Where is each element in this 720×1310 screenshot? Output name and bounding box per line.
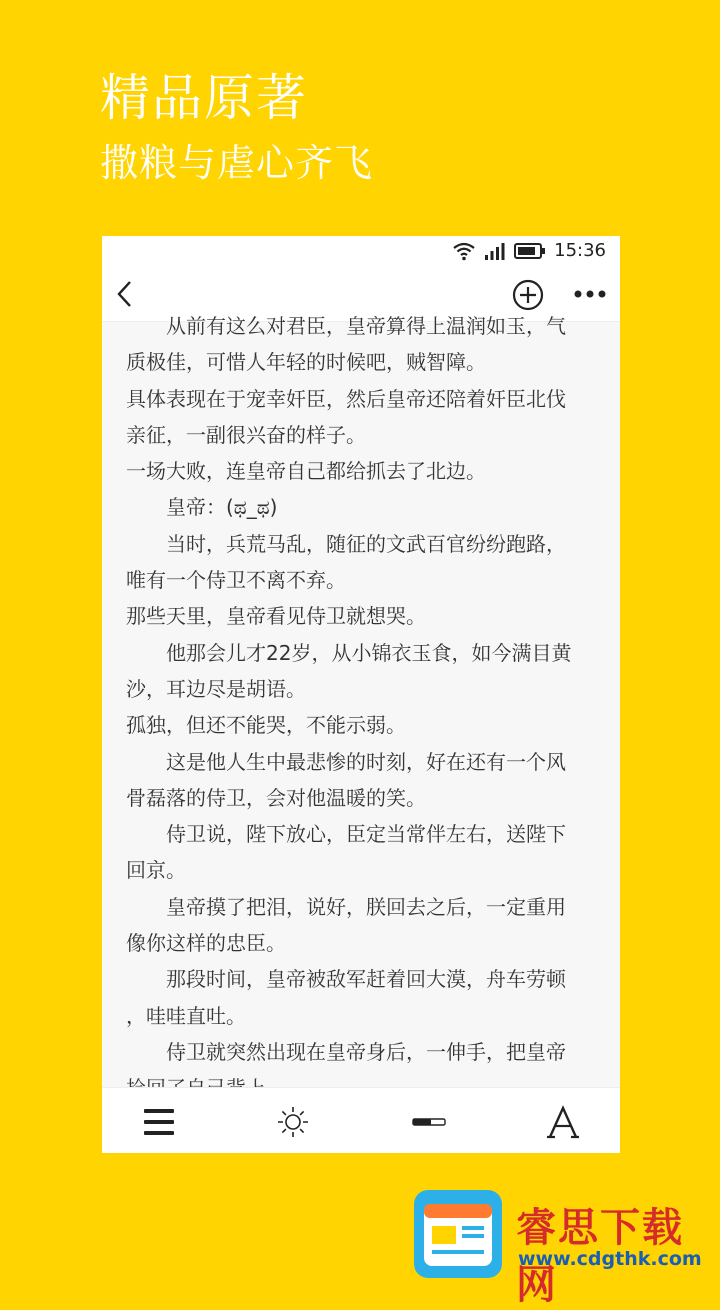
text-line: 当时，兵荒马乱，随征的文武百官纷纷跑路， [126,531,566,556]
site-logo-icon [414,1190,502,1278]
text-line: 侍卫说，陛下放心，臣定当常伴左右，送陛下 [126,822,566,847]
text-line: 他那会儿才22岁，从小锦衣玉食，如今满目黄 [126,640,572,665]
text-line: 唯有一个侍卫不离不弃。 [126,568,346,593]
text-line: 从前有这么对君臣，皇帝算得上温润如玉，气 [126,314,566,338]
text-line: 孤独，但还不能哭，不能示弱。 [126,713,406,738]
text-line: 那段时间，皇帝被敌军赶着回大漠，舟车劳顿 [126,967,566,992]
signal-icon [484,242,506,260]
phone-screen [102,236,620,1153]
wifi-icon [452,241,476,261]
text-line: 皇帝：(ಥ_ಥ) [126,495,278,520]
text-line: 这是他人生中最悲惨的时刻，好在还有一个风 [126,749,566,774]
plus-circle-icon[interactable] [512,279,544,311]
sun-icon[interactable] [276,1105,310,1139]
progress-icon[interactable] [412,1105,446,1139]
reader-toolbar [102,1087,620,1153]
status-bar [102,236,620,266]
promo-title: 精品原著 [100,69,308,127]
more-dots-icon[interactable] [572,284,608,304]
watermark-site-url: www.cdgthk.com [518,1248,702,1270]
chevron-left-icon[interactable] [112,278,138,310]
text-line: ，哇哇直吐。 [126,1003,246,1028]
battery-icon [514,242,546,260]
text-line: 亲征，一副很兴奋的样子。 [126,422,366,447]
menu-icon[interactable] [142,1105,176,1139]
status-time: 15:36 [554,240,606,261]
text-line: 回京。 [126,858,186,883]
text-line: 沙，耳边尽是胡语。 [126,676,306,701]
text-line: 具体表现在于宠幸奸臣，然后皇帝还陪着奸臣北伐 [126,386,566,411]
text-line: 皇帝摸了把泪，说好，朕回去之后，一定重用 [126,894,566,919]
text-line: 侍卫就突然出现在皇帝身后，一伸手，把皇帝 [126,1039,566,1064]
watermark-site-name: 睿思下载网 [516,1205,684,1308]
text-line: 一场大败，连皇帝自己都给抓去了北边。 [126,459,486,484]
text-line: 那些天里，皇帝看见侍卫就想哭。 [126,604,426,629]
text-line: 质极佳，可惜人年轻的时候吧，贼智障。 [126,350,486,375]
font-size-icon[interactable] [546,1105,580,1139]
reader-content[interactable] [102,314,620,1087]
chapter-text [126,308,602,1107]
promo-subtitle: 撒粮与虐心齐飞 [100,141,374,185]
text-line: 骨磊落的侍卫，会对他温暖的笑。 [126,785,426,810]
text-line: 像你这样的忠臣。 [126,931,286,956]
